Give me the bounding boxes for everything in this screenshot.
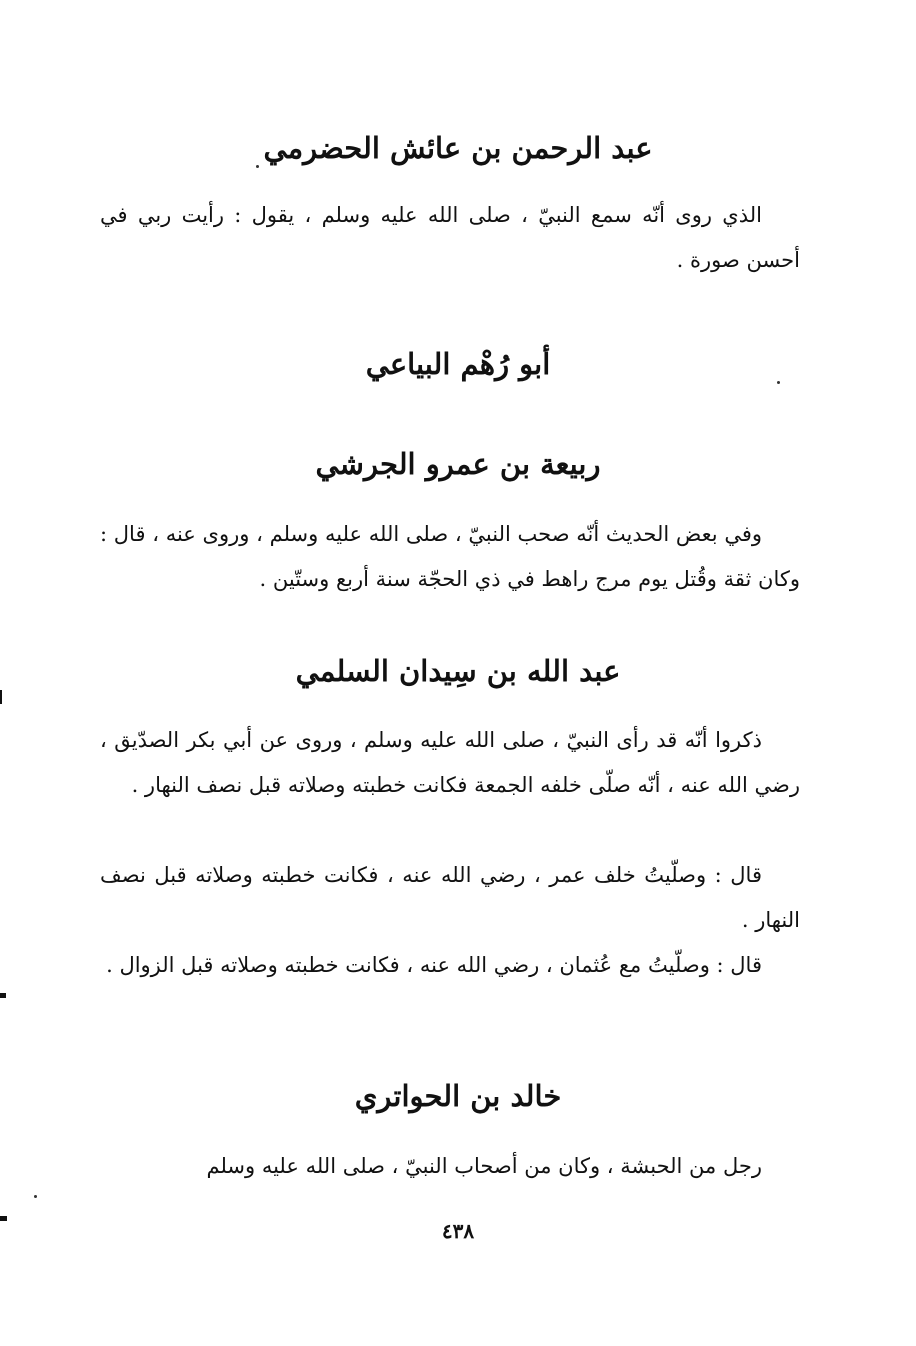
entry-heading: خالد بن الحواتري: [354, 1079, 562, 1113]
page-number: ٤٣٨: [441, 1219, 475, 1243]
scan-speck: [256, 165, 259, 168]
entry-heading: عبد الله بن سِيدان السلمي: [295, 654, 621, 688]
scan-speck: [777, 381, 780, 384]
scan-edge-mark: [0, 690, 2, 704]
entry-paragraph: قال : وصلّيتُ مع عُثمان ، رضي الله عنه ، فكانت خطبته وصلاته قبل الزوال .: [106, 953, 762, 977]
entry-heading: ربيعة بن عمرو الجرشي: [315, 447, 601, 481]
entry-paragraph: الذي روى أنّه سمع النبيّ ، صلى الله عليه وسلم ، يقول : رأيت ربي في أحسن صورة .: [100, 203, 800, 272]
entry-heading: أبو رُهْم البياعي: [365, 347, 551, 381]
entry-paragraph: رجل من الحبشة ، وكان من أصحاب النبيّ ، صلى الله عليه وسلم: [206, 1154, 762, 1178]
entry-paragraph: قال : وصلّيتُ خلف عمر ، رضي الله عنه ، فكانت خطبته وصلاته قبل نصف النهار .: [100, 863, 800, 932]
scan-speck: [34, 1195, 37, 1198]
entry-paragraph: ذكروا أنّه قد رأى النبيّ ، صلى الله عليه وسلم ، وروى عن أبي بكر الصدّيق ، رضي الله عنه ، أنّه صلّى خلفه الجمعة فكانت خطبته وصلاته قبل نصف النهار .: [100, 728, 800, 797]
scan-edge-mark: [0, 993, 6, 998]
entry-heading: عبد الرحمن بن عائش الحضرمي: [263, 131, 653, 165]
scan-edge-mark: [0, 1216, 7, 1221]
entry-paragraph: وفي بعض الحديث أنّه صحب النبيّ ، صلى الله عليه وسلم ، وروى عنه ، قال : وكان ثقة وقُتل يوم مرج راهط في ذي الحجّة سنة أربع وستّين .: [100, 522, 800, 591]
